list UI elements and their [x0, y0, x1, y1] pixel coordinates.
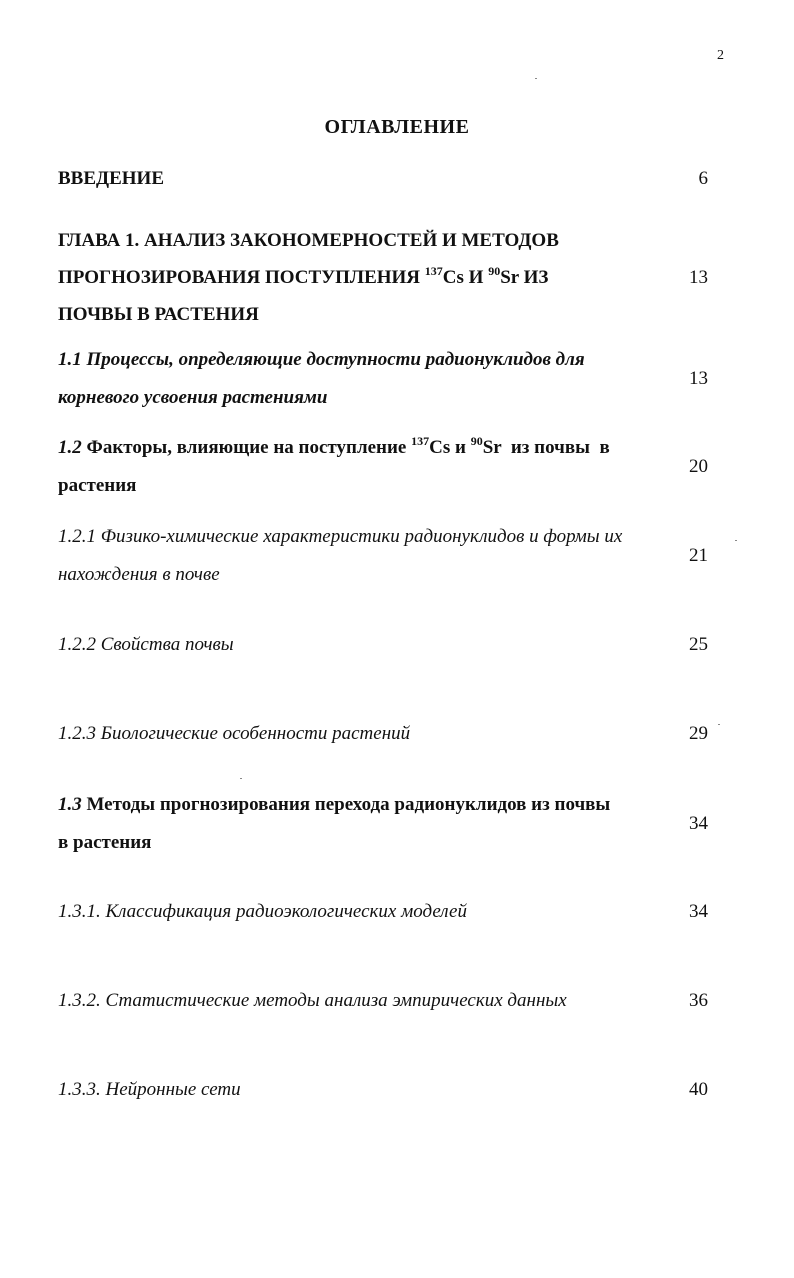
toc-page-number: 40 — [689, 1079, 708, 1100]
scan-speck — [535, 78, 537, 79]
toc-page-number: 36 — [689, 990, 708, 1011]
toc-entry-text: 1.2 Факторы, влияющие на поступление $^{137}$Cs и $^{90}$Sr из почвы в растения — [58, 434, 610, 496]
chapter-title-line-1: ГЛАВА 1. АНАЛИЗ ЗАКОНОМЕРНОСТЕЙ И МЕТОДОВ — [58, 230, 559, 251]
toc-entry-section-1-2-2 — [58, 626, 708, 664]
toc-entry-section-1-2 — [58, 429, 708, 505]
toc-entry-text: 1.3.3. Нейронные сети — [58, 1079, 241, 1100]
toc-entry-text: 1.3.2. Статистические методы анализа эмпирических данных — [58, 990, 567, 1011]
toc-page-number: 34 — [689, 813, 708, 834]
toc-entry-section-1-2-1 — [58, 518, 708, 594]
toc-page-number: 20 — [689, 456, 708, 477]
isotope-mass-sr: 90 — [470, 434, 483, 448]
toc-entry-text: 1.2.2 Свойства почвы — [58, 634, 234, 655]
scan-speck — [718, 724, 720, 725]
toc-title: ОГЛАВЛЕНИЕ — [324, 116, 470, 138]
toc-entry-section-1-2-3 — [58, 715, 708, 753]
toc-page-number: 25 — [689, 634, 708, 655]
toc-page-number: 13 — [689, 266, 708, 288]
toc-page-number: 6 — [698, 167, 708, 189]
toc-entry-chapter-1 — [58, 222, 708, 333]
toc-entry-section-1-3-1 — [58, 893, 708, 931]
toc-entry-section-1-3-3 — [58, 1071, 708, 1109]
toc-page-number: 21 — [689, 545, 708, 566]
toc-entry-text: ВВЕДЕНИЕ — [58, 168, 164, 189]
isotope-mass-cs: 137 — [424, 264, 443, 278]
toc-entry-section-1-1 — [58, 341, 708, 417]
chapter-title-line-2: ПРОГНОЗИРОВАНИЯ ПОСТУПЛЕНИЯ $^{137}$Cs И $^{90}$Sr ИЗ — [58, 264, 549, 288]
toc-page-number: 29 — [689, 723, 708, 744]
isotope-mass-cs: 137 — [411, 434, 430, 448]
toc-entry-text: 1.1 Процессы, определяющие доступности радионуклидов для корневого усвоения растениями — [58, 349, 585, 408]
isotope-mass-sr: 90 — [488, 264, 501, 278]
scan-speck — [735, 540, 737, 541]
toc-entry-text: 1.2.3 Биологические особенности растений — [58, 723, 411, 744]
page-number: 2 — [717, 48, 724, 63]
toc-entry-text: 1.2.1 Физико-химические характеристики радионуклидов и формы их нахождения в почве — [58, 526, 623, 585]
toc-entry-section-1-3-2 — [58, 982, 708, 1020]
toc-entry-text — [58, 222, 658, 333]
chapter-title-line-3: ПОЧВЫ В РАСТЕНИЯ — [58, 304, 259, 325]
toc-entry-text: 1.3 Методы прогнозирования перехода радионуклидов из почвы в растения — [58, 794, 611, 853]
toc-entry-section-1-3 — [58, 786, 708, 862]
toc-page-number: 13 — [689, 368, 708, 389]
scan-speck — [240, 778, 242, 779]
toc-entry-introduction — [58, 160, 708, 197]
toc-entry-text: 1.3.1. Классификация радиоэкологических моделей — [58, 901, 467, 922]
toc-page-number: 34 — [689, 901, 708, 922]
